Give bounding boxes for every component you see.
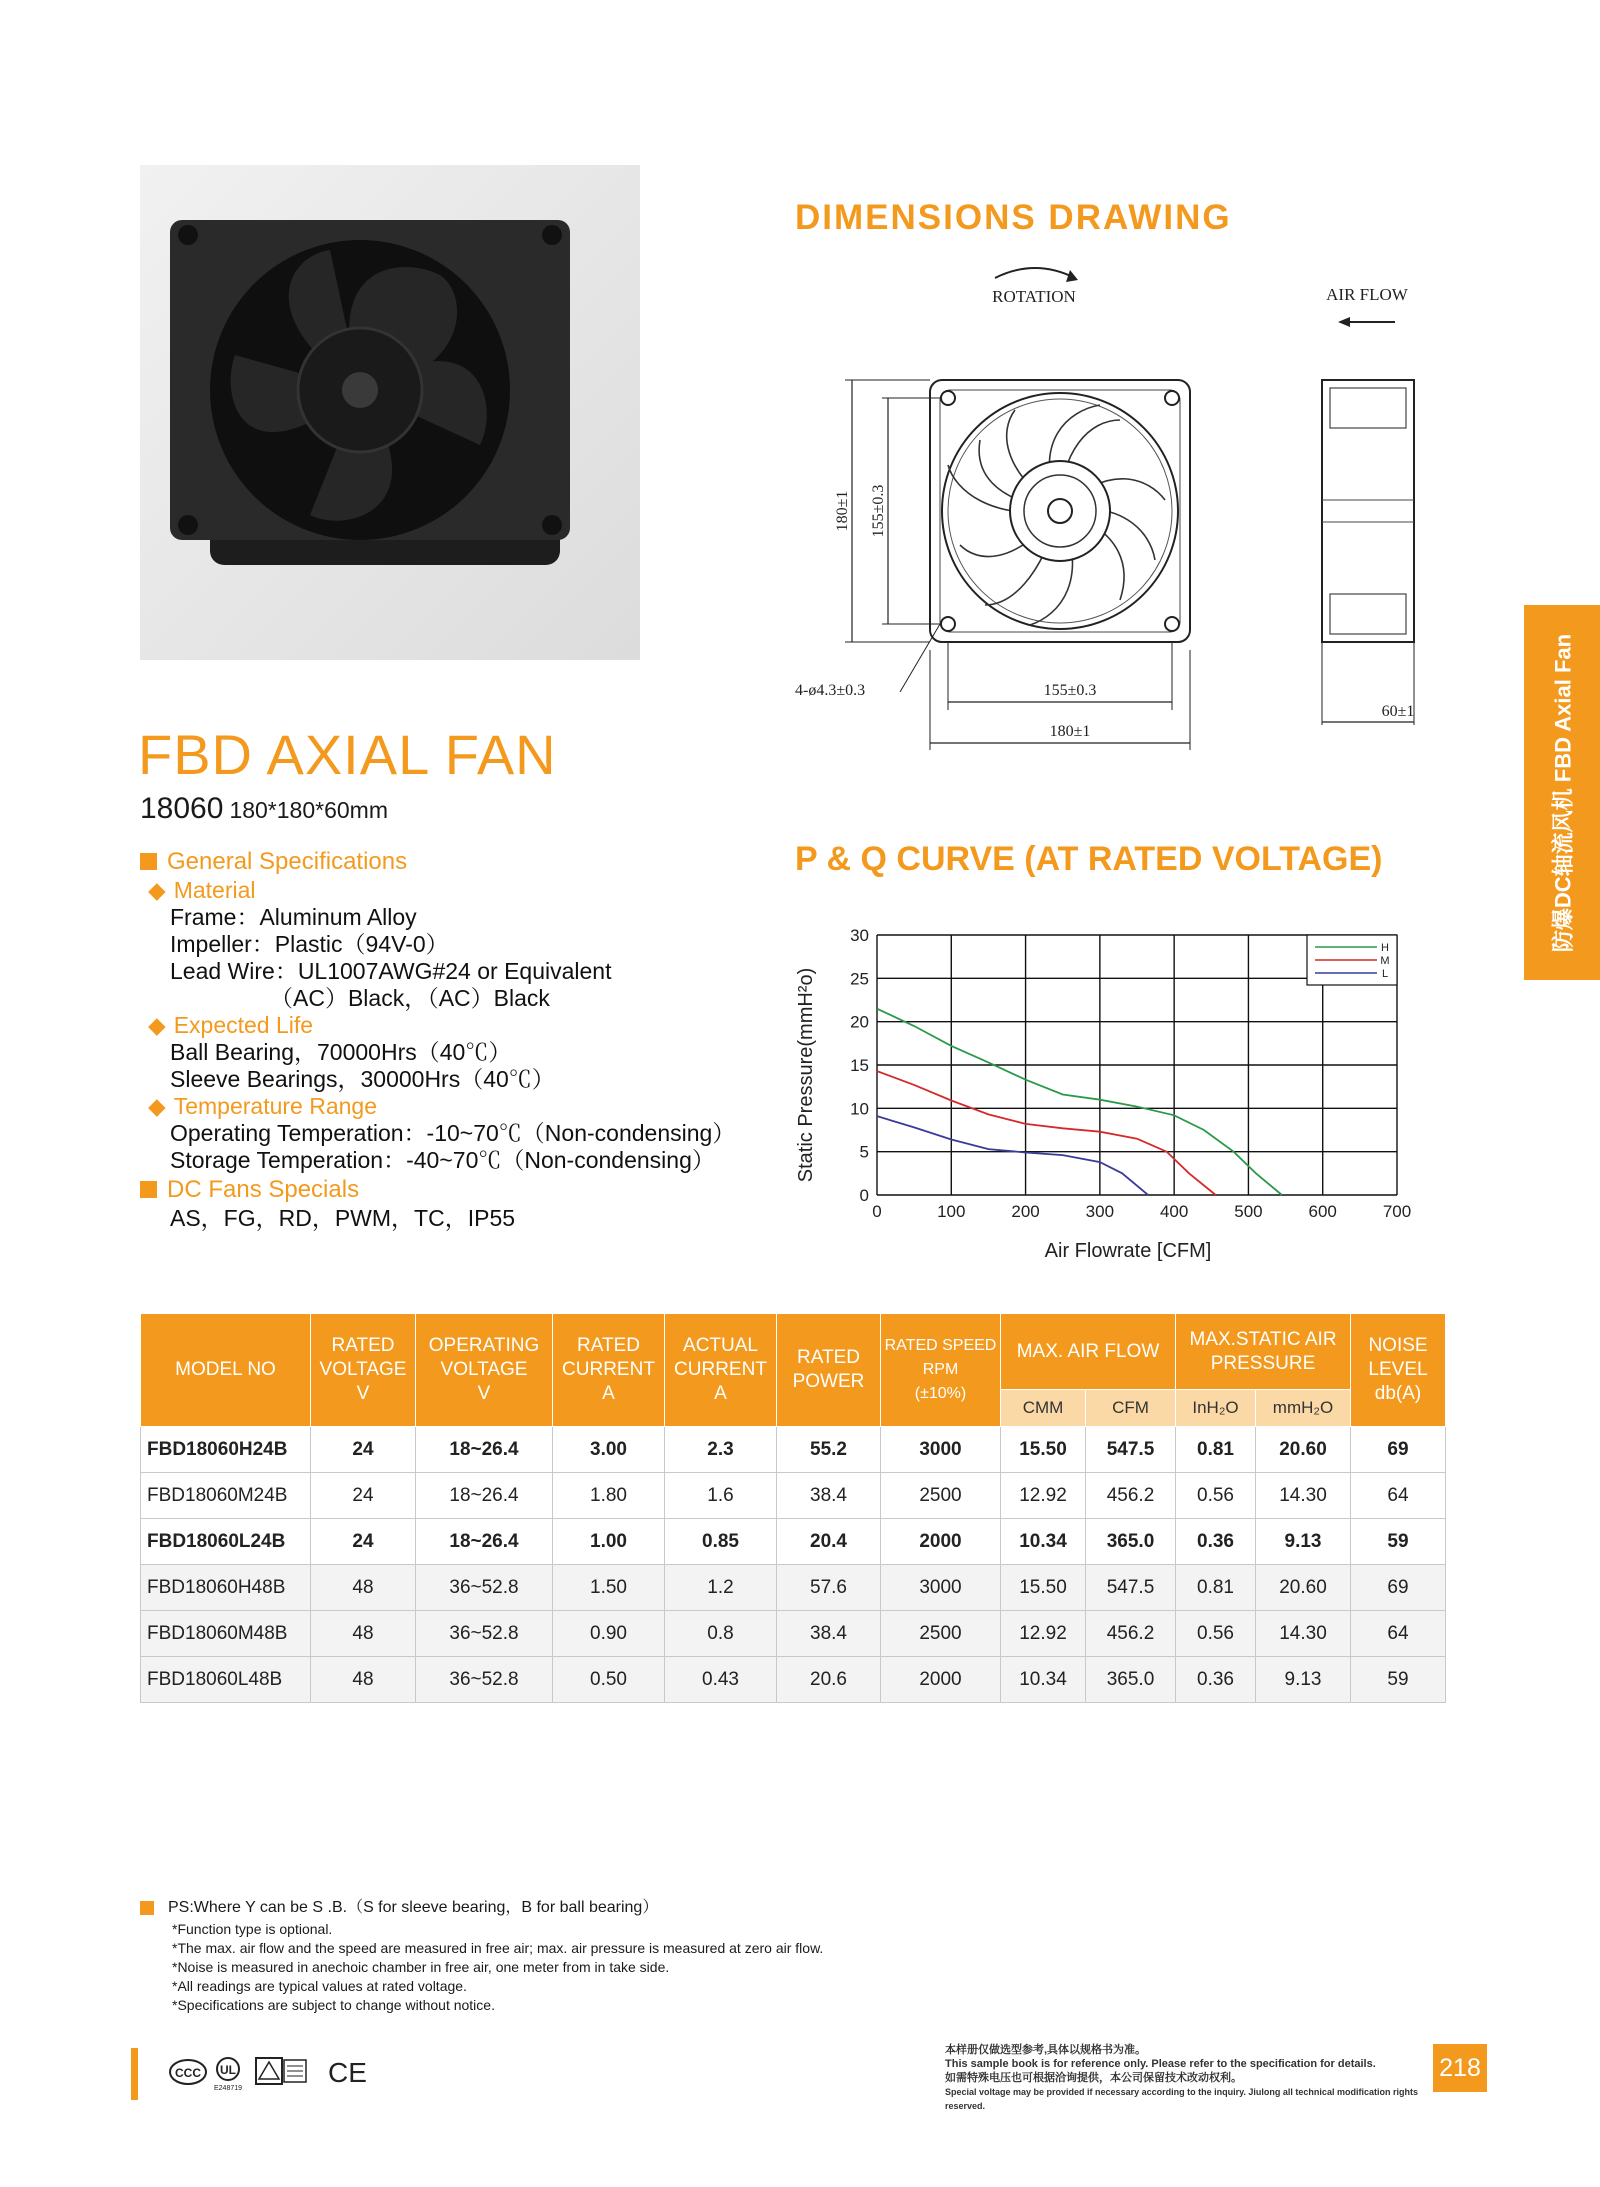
cell-mmh: 14.30 bbox=[1256, 1473, 1351, 1519]
frame-spec: Frame：Aluminum Alloy bbox=[170, 904, 417, 930]
disclaimer-line: Special voltage may be provided if necessary according to the inquiry. Jiulong all technical modification rights reserved. bbox=[945, 2087, 1418, 2111]
note-line: *Function type is optional. bbox=[172, 1921, 333, 1937]
model-size: 180*180*60mm bbox=[229, 797, 388, 823]
cell-rv: 24 bbox=[311, 1473, 416, 1519]
section-dc-specials: DC Fans Specials bbox=[140, 1176, 780, 1203]
cell-rc: 1.80 bbox=[553, 1473, 665, 1519]
cell-pw: 20.4 bbox=[777, 1519, 881, 1565]
cell-db: 59 bbox=[1351, 1519, 1446, 1565]
cell-cfm: 547.5 bbox=[1086, 1565, 1176, 1611]
cell-pw: 57.6 bbox=[777, 1565, 881, 1611]
dim-155-vertical: 155±0.3 bbox=[870, 484, 887, 538]
cell-cmm: 10.34 bbox=[1001, 1657, 1086, 1703]
operating-temperature: Operating Temperation：-10~70℃（Non-condensing） bbox=[170, 1120, 736, 1146]
product-title: FBD AXIAL FAN bbox=[138, 723, 557, 786]
cell-ov: 36~52.8 bbox=[416, 1565, 553, 1611]
cell-inh: 0.81 bbox=[1176, 1427, 1256, 1473]
cell-mmh: 20.60 bbox=[1256, 1427, 1351, 1473]
cell-ac: 1.2 bbox=[665, 1565, 777, 1611]
ccc-icon bbox=[170, 2060, 206, 2084]
x-tick-label: 400 bbox=[1159, 1202, 1189, 1221]
cell-pw: 38.4 bbox=[777, 1611, 881, 1657]
legend-label: H bbox=[1381, 942, 1389, 954]
col-cfm: CFM bbox=[1086, 1390, 1176, 1427]
temperature-heading: ◆ Temperature Range bbox=[148, 1093, 377, 1119]
model-number: 18060 bbox=[140, 792, 224, 825]
cell-rc: 3.00 bbox=[553, 1427, 665, 1473]
col-rated-current: RATED CURRENT A bbox=[553, 1314, 665, 1427]
cell-rpm: 2000 bbox=[881, 1519, 1001, 1565]
cell-ac: 1.6 bbox=[665, 1473, 777, 1519]
section-general: General Specifications bbox=[140, 848, 780, 875]
x-tick-label: 600 bbox=[1308, 1202, 1337, 1221]
square-bullet-icon bbox=[140, 1181, 157, 1198]
cell-db: 69 bbox=[1351, 1427, 1446, 1473]
col-cmm: CMM bbox=[1001, 1390, 1086, 1427]
svg-text:E248719: E248719 bbox=[213, 2085, 243, 2092]
cell-model: FBD18060H48B bbox=[141, 1565, 311, 1611]
side-tab-label: 防爆DC轴流风机 FBD Axial Fan bbox=[1550, 633, 1576, 952]
note-line: *Noise is measured in anechoic chamber in free air, one meter from in take side. bbox=[172, 1959, 670, 1975]
pq-curve-title: P & Q CURVE (AT RATED VOLTAGE) bbox=[795, 840, 1383, 878]
y-tick-label: 0 bbox=[859, 1186, 869, 1205]
footer-accent-bar bbox=[131, 2048, 138, 2100]
dimensions-title: DIMENSIONS DRAWING bbox=[795, 198, 1232, 237]
x-axis-label: Air Flowrate [CFM] bbox=[1044, 1240, 1212, 1262]
cell-ov: 18~26.4 bbox=[416, 1519, 553, 1565]
cell-rpm: 2000 bbox=[881, 1657, 1001, 1703]
disclaimer bbox=[945, 2043, 1425, 2113]
diamond-bullet-icon: ◆ bbox=[148, 877, 166, 903]
x-tick-label: 500 bbox=[1234, 1202, 1263, 1221]
certification-logos bbox=[168, 2052, 388, 2092]
legend-label: L bbox=[1381, 968, 1389, 980]
model-line bbox=[140, 792, 388, 826]
cell-model: FBD18060L24B bbox=[141, 1519, 311, 1565]
cell-ov: 18~26.4 bbox=[416, 1427, 553, 1473]
cell-cmm: 15.50 bbox=[1001, 1565, 1086, 1611]
cell-ov: 36~52.8 bbox=[416, 1657, 553, 1703]
legend-label: M bbox=[1380, 955, 1390, 967]
general-specifications bbox=[140, 848, 780, 1232]
square-bullet-icon bbox=[140, 853, 157, 870]
cell-rpm: 3000 bbox=[881, 1565, 1001, 1611]
svg-text:UL: UL bbox=[220, 2063, 236, 2077]
dimensions-drawing bbox=[770, 240, 1430, 760]
col-operating-voltage: OPERATING VOLTAGE V bbox=[416, 1314, 553, 1427]
series-line-H bbox=[877, 1009, 1282, 1195]
cell-cfm: 456.2 bbox=[1086, 1473, 1176, 1519]
svg-text:CCC: CCC bbox=[175, 2066, 201, 2080]
notes bbox=[140, 1898, 1040, 2015]
col-max-airflow: MAX. AIR FLOW bbox=[1001, 1314, 1176, 1390]
table-row bbox=[141, 1565, 1446, 1611]
table-row bbox=[141, 1427, 1446, 1473]
hole-dim: 4-ø4.3±0.3 bbox=[795, 682, 866, 699]
note-line: *All readings are typical values at rated voltage. bbox=[172, 1978, 467, 1994]
pq-chart bbox=[790, 915, 1412, 1275]
cell-ac: 0.85 bbox=[665, 1519, 777, 1565]
cell-ov: 36~52.8 bbox=[416, 1611, 553, 1657]
impeller-spec: Impeller：Plastic（94V-0） bbox=[170, 931, 449, 957]
cell-inh: 0.56 bbox=[1176, 1611, 1256, 1657]
disclaimer-line: This sample book is for reference only. Please refer to the specification for details. bbox=[945, 2058, 1376, 2070]
cell-model: FBD18060H24B bbox=[141, 1427, 311, 1473]
cell-cmm: 12.92 bbox=[1001, 1611, 1086, 1657]
note-line: *Specifications are subject to change without notice. bbox=[172, 1997, 495, 2013]
note-line: *The max. air flow and the speed are measured in free air; max. air pressure is measured at zero air flow. bbox=[172, 1940, 824, 1956]
y-tick-label: 10 bbox=[850, 1099, 869, 1119]
x-tick-label: 700 bbox=[1382, 1202, 1412, 1221]
dim-180-horizontal: 180±1 bbox=[1049, 723, 1091, 740]
lead-wire-spec: Lead Wire：UL1007AWG#24 or Equivalent bbox=[170, 958, 612, 984]
diamond-bullet-icon: ◆ bbox=[148, 1093, 166, 1119]
lead-wire-colors: （AC）Black，（AC）Black bbox=[270, 985, 550, 1011]
cell-rv: 24 bbox=[311, 1519, 416, 1565]
cell-cfm: 547.5 bbox=[1086, 1427, 1176, 1473]
page-number: 218 bbox=[1433, 2044, 1487, 2092]
cell-inh: 0.36 bbox=[1176, 1657, 1256, 1703]
life-heading: ◆ Expected Life bbox=[148, 1012, 314, 1038]
cell-rpm: 3000 bbox=[881, 1427, 1001, 1473]
cell-ac: 2.3 bbox=[665, 1427, 777, 1473]
x-tick-label: 0 bbox=[872, 1202, 882, 1221]
diamond-bullet-icon: ◆ bbox=[148, 1012, 166, 1038]
col-rated-power: RATED POWER bbox=[777, 1314, 881, 1427]
table-row bbox=[141, 1611, 1446, 1657]
rotation-label: ROTATION bbox=[992, 287, 1076, 306]
cell-pw: 55.2 bbox=[777, 1427, 881, 1473]
dc-specials-list: AS，FG，RD，PWM，TC，IP55 bbox=[170, 1205, 516, 1231]
table-row bbox=[141, 1473, 1446, 1519]
cell-inh: 0.56 bbox=[1176, 1473, 1256, 1519]
cell-pw: 38.4 bbox=[777, 1473, 881, 1519]
y-axis-label: Static Pressure(mmH²o) bbox=[795, 967, 817, 1183]
cell-model: FBD18060L48B bbox=[141, 1657, 311, 1703]
cell-mmh: 20.60 bbox=[1256, 1565, 1351, 1611]
series-line-M bbox=[877, 1071, 1216, 1195]
ul-icon bbox=[214, 2058, 242, 2092]
cell-model: FBD18060M24B bbox=[141, 1473, 311, 1519]
x-tick-label: 300 bbox=[1085, 1202, 1115, 1221]
y-tick-label: 15 bbox=[850, 1056, 869, 1075]
ball-bearing-life: Ball Bearing，70000Hrs（40℃） bbox=[170, 1039, 512, 1065]
dim-180-vertical: 180±1 bbox=[834, 490, 851, 532]
cell-rv: 48 bbox=[311, 1611, 416, 1657]
side-tab bbox=[1524, 605, 1600, 980]
col-inh2o: InH₂O bbox=[1176, 1390, 1256, 1427]
tuv-icon bbox=[256, 2058, 306, 2084]
cell-db: 64 bbox=[1351, 1611, 1446, 1657]
cell-mmh: 14.30 bbox=[1256, 1611, 1351, 1657]
svg-text:CE: CE bbox=[328, 2057, 367, 2088]
cell-rc: 1.50 bbox=[553, 1565, 665, 1611]
dim-155-horizontal: 155±0.3 bbox=[1043, 682, 1097, 699]
cell-rc: 0.90 bbox=[553, 1611, 665, 1657]
col-rated-voltage: RATED VOLTAGE V bbox=[311, 1314, 416, 1427]
sleeve-bearing-life: Sleeve Bearings，30000Hrs（40℃） bbox=[170, 1066, 555, 1092]
ce-icon bbox=[328, 2057, 367, 2088]
disclaimer-line: 如需特殊电压也可根据洽询提供，本公司保留技术改动权利。 bbox=[945, 2072, 1242, 2084]
product-photo bbox=[140, 165, 640, 660]
cell-inh: 0.81 bbox=[1176, 1565, 1256, 1611]
cell-inh: 0.36 bbox=[1176, 1519, 1256, 1565]
cell-cfm: 365.0 bbox=[1086, 1657, 1176, 1703]
cell-pw: 20.6 bbox=[777, 1657, 881, 1703]
airflow-label: AIR FLOW bbox=[1326, 285, 1408, 304]
cell-cfm: 365.0 bbox=[1086, 1519, 1176, 1565]
y-tick-label: 20 bbox=[850, 1012, 869, 1032]
y-tick-label: 25 bbox=[850, 969, 869, 989]
material-heading: ◆ Material bbox=[148, 877, 256, 903]
col-max-pressure: MAX.STATIC AIR PRESSURE bbox=[1176, 1314, 1351, 1390]
cell-ov: 18~26.4 bbox=[416, 1473, 553, 1519]
cell-rv: 24 bbox=[311, 1427, 416, 1473]
cell-cmm: 10.34 bbox=[1001, 1519, 1086, 1565]
cell-ac: 0.43 bbox=[665, 1657, 777, 1703]
y-tick-label: 5 bbox=[859, 1142, 869, 1162]
cell-mmh: 9.13 bbox=[1256, 1519, 1351, 1565]
storage-temperature: Storage Temperation：-40~70℃（Non-condensing） bbox=[170, 1147, 715, 1173]
cell-rpm: 2500 bbox=[881, 1473, 1001, 1519]
cell-ac: 0.8 bbox=[665, 1611, 777, 1657]
spec-table bbox=[140, 1313, 1446, 1703]
col-rated-speed: RATED SPEED RPM (±10%) bbox=[881, 1314, 1001, 1427]
cell-db: 59 bbox=[1351, 1657, 1446, 1703]
col-model: MODEL NO bbox=[141, 1314, 311, 1427]
x-tick-label: 100 bbox=[937, 1202, 966, 1221]
square-bullet-icon bbox=[140, 1901, 154, 1915]
cell-cfm: 456.2 bbox=[1086, 1611, 1176, 1657]
cell-rv: 48 bbox=[311, 1657, 416, 1703]
cell-rv: 48 bbox=[311, 1565, 416, 1611]
x-tick-label: 200 bbox=[1011, 1202, 1040, 1221]
cell-cmm: 12.92 bbox=[1001, 1473, 1086, 1519]
cell-db: 64 bbox=[1351, 1473, 1446, 1519]
col-noise: NOISE LEVEL db(A) bbox=[1351, 1314, 1446, 1427]
col-mmh2o: mmH₂O bbox=[1256, 1390, 1351, 1427]
disclaimer-line: 本样册仅做选型参考,具体以规格书为准。 bbox=[945, 2044, 1147, 2056]
col-actual-current: ACTUAL CURRENT A bbox=[665, 1314, 777, 1427]
cell-rc: 1.00 bbox=[553, 1519, 665, 1565]
cell-rpm: 2500 bbox=[881, 1611, 1001, 1657]
series-line-L bbox=[877, 1116, 1148, 1195]
table-row bbox=[141, 1657, 1446, 1703]
cell-rc: 0.50 bbox=[553, 1657, 665, 1703]
table-row bbox=[141, 1519, 1446, 1565]
cell-db: 69 bbox=[1351, 1565, 1446, 1611]
cell-model: FBD18060M48B bbox=[141, 1611, 311, 1657]
cell-cmm: 15.50 bbox=[1001, 1427, 1086, 1473]
depth-dim: 60±1 bbox=[1381, 703, 1415, 720]
cell-mmh: 9.13 bbox=[1256, 1657, 1351, 1703]
y-tick-label: 30 bbox=[850, 926, 869, 945]
ps-note: PS:Where Y can be S .B.（S for sleeve bearing，B for ball bearing） bbox=[140, 1898, 1040, 1917]
